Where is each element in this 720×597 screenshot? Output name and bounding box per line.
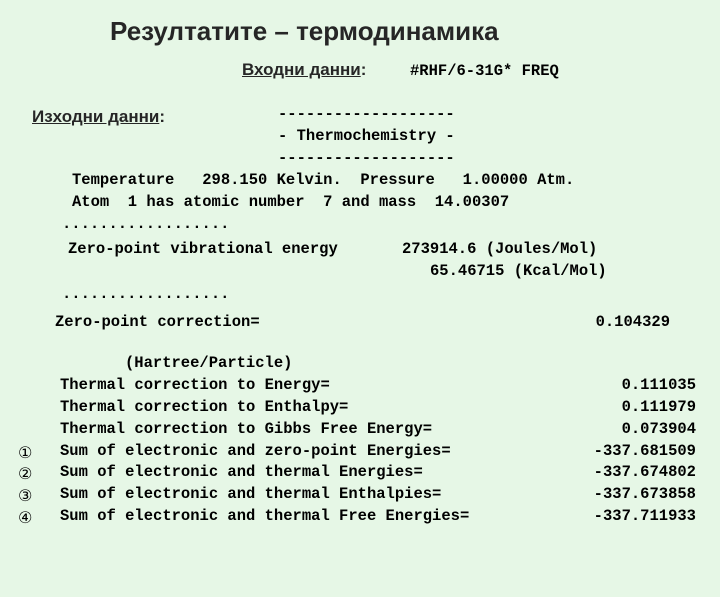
output-label	[32, 107, 165, 127]
hartree-unit: (Hartree/Particle)	[125, 354, 293, 372]
zpe-kcal: 65.46715 (Kcal/Mol)	[430, 262, 607, 280]
result-label: Thermal correction to Enthalpy=	[60, 398, 349, 416]
zp-correction-label: Zero-point correction=	[55, 313, 260, 331]
dots-line-1: ..................	[62, 215, 230, 233]
result-label: Thermal correction to Energy=	[60, 376, 330, 394]
result-marker: ④	[18, 508, 33, 527]
result-label: Sum of electronic and thermal Enthalpies=	[60, 485, 442, 503]
input-label-text: Входни данни	[242, 60, 361, 79]
temperature-line: Temperature 298.150 Kelvin. Pressure 1.00000 Atm.	[72, 171, 575, 189]
thermo-rule-bottom: -------------------	[278, 149, 455, 167]
result-label: Sum of electronic and zero-point Energies=	[60, 442, 451, 460]
input-label-colon: :	[360, 60, 367, 79]
result-row	[18, 398, 708, 420]
result-row	[18, 420, 708, 442]
result-label: Sum of electronic and thermal Free Energies=	[60, 507, 470, 525]
result-label: Thermal correction to Gibbs Free Energy=	[60, 420, 433, 438]
result-row	[18, 507, 708, 529]
input-route: #RHF/6-31G* FREQ	[410, 62, 559, 80]
result-value: -337.674802	[593, 463, 696, 481]
result-value: 0.111979	[621, 398, 696, 416]
result-value: -337.711933	[593, 507, 696, 525]
result-marker: ③	[18, 486, 33, 505]
zpe-label: Zero-point vibrational energy	[68, 240, 338, 258]
zpe-joules: 273914.6 (Joules/Mol)	[402, 240, 598, 258]
slide-title: Резултатите – термодинамика	[110, 16, 499, 46]
result-marker: ①	[18, 443, 33, 462]
result-row	[18, 463, 708, 485]
result-row	[18, 485, 708, 507]
dots-line-2: ..................	[62, 285, 230, 303]
result-row	[18, 442, 708, 464]
result-label: Sum of electronic and thermal Energies=	[60, 463, 423, 481]
result-value: -337.673858	[593, 485, 696, 503]
thermo-title: - Thermochemistry -	[278, 127, 455, 145]
thermo-rule-top: -------------------	[278, 105, 455, 123]
atom-line: Atom 1 has atomic number 7 and mass 14.00307	[72, 193, 510, 211]
output-label-text: Изходни данни	[32, 107, 160, 126]
input-label	[242, 60, 366, 80]
result-value: -337.681509	[593, 442, 696, 460]
result-value: 0.073904	[621, 420, 696, 438]
result-value: 0.111035	[621, 376, 696, 394]
output-label-colon: :	[159, 107, 165, 126]
zp-correction-value: 0.104329	[595, 313, 670, 331]
result-marker: ②	[18, 464, 33, 483]
result-row	[18, 376, 708, 398]
